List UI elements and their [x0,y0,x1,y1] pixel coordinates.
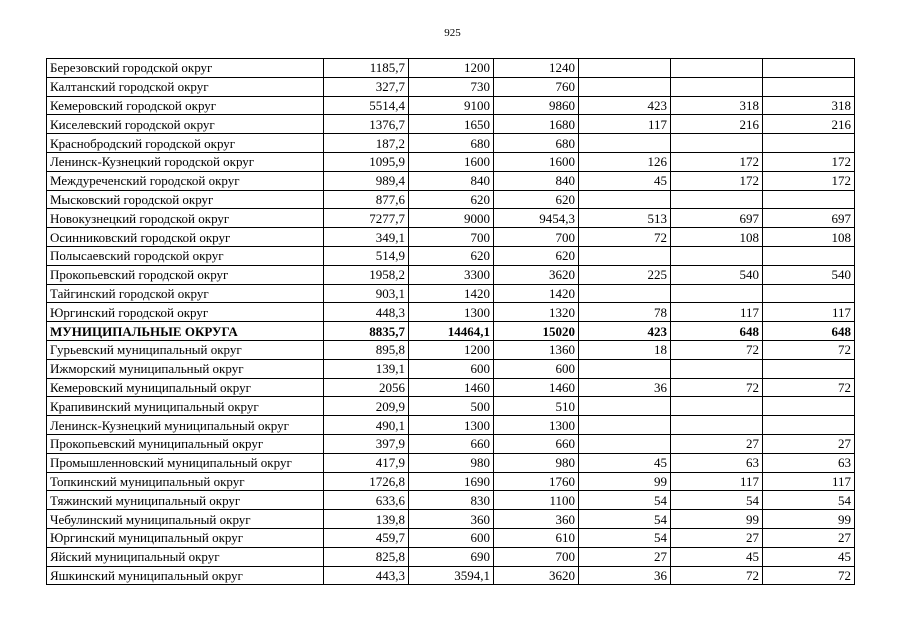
value-cell-5: 172 [671,171,763,190]
value-cell-2: 1300 [409,303,494,322]
value-cell-5: 45 [671,547,763,566]
value-cell-1: 459,7 [324,528,409,547]
territory-name-cell: Топкинский муниципальный округ [47,472,324,491]
value-cell-1: 1376,7 [324,115,409,134]
value-cell-3: 9860 [494,96,579,115]
value-cell-2: 500 [409,397,494,416]
value-cell-5: 216 [671,115,763,134]
table-row [47,472,855,491]
territory-name-cell: Тайгинский городской округ [47,284,324,303]
value-cell-4: 423 [579,322,671,341]
territory-name-cell: Ленинск-Кузнецкий городской округ [47,152,324,171]
value-cell-3: 700 [494,228,579,247]
territory-name-cell: Березовский городской округ [47,59,324,78]
value-cell-6: 172 [763,152,855,171]
table-row [47,96,855,115]
territory-name-cell: Ленинск-Кузнецкий муниципальный округ [47,416,324,435]
value-cell-5: 27 [671,434,763,453]
table-row [47,510,855,529]
value-cell-3: 360 [494,510,579,529]
value-cell-2: 700 [409,228,494,247]
value-cell-3: 620 [494,246,579,265]
value-cell-6 [763,59,855,78]
value-cell-6 [763,190,855,209]
value-cell-1: 895,8 [324,340,409,359]
value-cell-5: 72 [671,566,763,585]
value-cell-6 [763,397,855,416]
value-cell-6 [763,77,855,96]
value-cell-5: 99 [671,510,763,529]
table-row [47,453,855,472]
value-cell-1: 417,9 [324,453,409,472]
value-cell-3: 1760 [494,472,579,491]
value-cell-4: 78 [579,303,671,322]
value-cell-6: 27 [763,434,855,453]
value-cell-3: 1680 [494,115,579,134]
value-cell-2: 660 [409,434,494,453]
table-body [47,59,855,585]
value-cell-5 [671,359,763,378]
value-cell-5 [671,190,763,209]
value-cell-4 [579,416,671,435]
territory-name-cell: Ижморский муниципальный округ [47,359,324,378]
table-row [47,209,855,228]
territory-name-cell: Калтанский городской округ [47,77,324,96]
value-cell-2: 730 [409,77,494,96]
value-cell-2: 690 [409,547,494,566]
territory-name-cell: Мысковский городской округ [47,190,324,209]
value-cell-4: 54 [579,510,671,529]
table-row [47,265,855,284]
value-cell-1: 2056 [324,378,409,397]
value-cell-6: 72 [763,566,855,585]
value-cell-6: 117 [763,472,855,491]
value-cell-1: 139,1 [324,359,409,378]
value-cell-6: 172 [763,171,855,190]
value-cell-6: 108 [763,228,855,247]
territory-name-cell: Тяжинский муниципальный округ [47,491,324,510]
value-cell-2: 1420 [409,284,494,303]
value-cell-4 [579,134,671,153]
value-cell-2: 14464,1 [409,322,494,341]
value-cell-3: 980 [494,453,579,472]
value-cell-3: 600 [494,359,579,378]
value-cell-3: 1240 [494,59,579,78]
value-cell-2: 1300 [409,416,494,435]
value-cell-3: 610 [494,528,579,547]
territory-name-cell: Юргинский городской округ [47,303,324,322]
value-cell-6: 54 [763,491,855,510]
territory-name-cell: Полысаевский городской округ [47,246,324,265]
value-cell-5 [671,416,763,435]
value-cell-3: 9454,3 [494,209,579,228]
table-row [47,77,855,96]
value-cell-3: 700 [494,547,579,566]
value-cell-6: 697 [763,209,855,228]
value-cell-5 [671,397,763,416]
table-row [47,378,855,397]
value-cell-5: 72 [671,378,763,397]
value-cell-1: 633,6 [324,491,409,510]
value-cell-1: 443,3 [324,566,409,585]
value-cell-4 [579,359,671,378]
territory-name-cell: Кемеровский городской округ [47,96,324,115]
value-cell-1: 209,9 [324,397,409,416]
value-cell-3: 1320 [494,303,579,322]
value-cell-4: 36 [579,378,671,397]
value-cell-6: 318 [763,96,855,115]
table-row [47,246,855,265]
value-cell-1: 349,1 [324,228,409,247]
value-cell-4: 36 [579,566,671,585]
value-cell-3: 1460 [494,378,579,397]
table-row [47,491,855,510]
table-row [47,547,855,566]
value-cell-6: 27 [763,528,855,547]
value-cell-5 [671,246,763,265]
value-cell-3: 620 [494,190,579,209]
territory-name-cell: Краснобродский городской округ [47,134,324,153]
table-row [47,115,855,134]
value-cell-2: 980 [409,453,494,472]
table-row [47,134,855,153]
value-cell-5: 172 [671,152,763,171]
value-cell-4: 54 [579,491,671,510]
table-row [47,284,855,303]
value-cell-5: 697 [671,209,763,228]
value-cell-2: 1600 [409,152,494,171]
value-cell-5: 540 [671,265,763,284]
value-cell-1: 490,1 [324,416,409,435]
value-cell-5: 108 [671,228,763,247]
table-row [47,59,855,78]
value-cell-4: 99 [579,472,671,491]
value-cell-4 [579,59,671,78]
value-cell-2: 830 [409,491,494,510]
value-cell-3: 1360 [494,340,579,359]
value-cell-2: 360 [409,510,494,529]
value-cell-4: 513 [579,209,671,228]
value-cell-1: 903,1 [324,284,409,303]
value-cell-5: 54 [671,491,763,510]
value-cell-2: 1650 [409,115,494,134]
value-cell-3: 3620 [494,265,579,284]
value-cell-6 [763,284,855,303]
value-cell-3: 760 [494,77,579,96]
table-row [47,152,855,171]
table-row [47,171,855,190]
table-row [47,359,855,378]
value-cell-6: 117 [763,303,855,322]
value-cell-1: 448,3 [324,303,409,322]
value-cell-2: 840 [409,171,494,190]
table-row [47,566,855,585]
value-cell-3: 1300 [494,416,579,435]
table-row [47,416,855,435]
value-cell-1: 1185,7 [324,59,409,78]
value-cell-1: 7277,7 [324,209,409,228]
value-cell-1: 989,4 [324,171,409,190]
value-cell-1: 8835,7 [324,322,409,341]
value-cell-5: 318 [671,96,763,115]
value-cell-2: 620 [409,190,494,209]
value-cell-2: 9100 [409,96,494,115]
data-table [46,58,855,585]
value-cell-3: 1600 [494,152,579,171]
value-cell-1: 825,8 [324,547,409,566]
territory-name-cell: Прокопьевский муниципальный округ [47,434,324,453]
value-cell-6: 72 [763,340,855,359]
value-cell-1: 877,6 [324,190,409,209]
value-cell-1: 187,2 [324,134,409,153]
value-cell-1: 514,9 [324,246,409,265]
page-number: 925 [444,27,461,39]
territory-name-cell: Чебулинский муниципальный округ [47,510,324,529]
value-cell-2: 3594,1 [409,566,494,585]
value-cell-6: 540 [763,265,855,284]
value-cell-6: 99 [763,510,855,529]
value-cell-1: 5514,4 [324,96,409,115]
value-cell-5: 117 [671,472,763,491]
value-cell-3: 840 [494,171,579,190]
value-cell-4: 126 [579,152,671,171]
territory-name-cell: Прокопьевский городской округ [47,265,324,284]
value-cell-4: 45 [579,171,671,190]
value-cell-2: 9000 [409,209,494,228]
value-cell-5 [671,284,763,303]
value-cell-5: 63 [671,453,763,472]
value-cell-5: 27 [671,528,763,547]
value-cell-4 [579,284,671,303]
value-cell-6: 216 [763,115,855,134]
value-cell-6 [763,246,855,265]
value-cell-2: 1460 [409,378,494,397]
value-cell-4 [579,434,671,453]
territory-name-cell: Новокузнецкий городской округ [47,209,324,228]
table-row [47,434,855,453]
territory-name-cell: Гурьевский муниципальный округ [47,340,324,359]
territory-name-cell: Крапивинский муниципальный округ [47,397,324,416]
territory-name-cell: Осинниковский городской округ [47,228,324,247]
value-cell-4: 18 [579,340,671,359]
table-row [47,397,855,416]
value-cell-2: 3300 [409,265,494,284]
value-cell-4 [579,77,671,96]
value-cell-2: 1200 [409,340,494,359]
value-cell-6: 648 [763,322,855,341]
territory-name-cell: Кемеровский муниципальный округ [47,378,324,397]
table-row [47,528,855,547]
value-cell-4: 117 [579,115,671,134]
territory-name-cell: Яшкинский муниципальный округ [47,566,324,585]
value-cell-1: 1958,2 [324,265,409,284]
value-cell-4 [579,397,671,416]
value-cell-2: 600 [409,359,494,378]
table-row-section-total [47,322,855,341]
value-cell-1: 327,7 [324,77,409,96]
value-cell-3: 510 [494,397,579,416]
value-cell-1: 397,9 [324,434,409,453]
value-cell-6: 72 [763,378,855,397]
table-row [47,340,855,359]
value-cell-2: 1200 [409,59,494,78]
territory-name-cell: Междуреченский городской округ [47,171,324,190]
table-row [47,303,855,322]
value-cell-5: 648 [671,322,763,341]
value-cell-3: 1100 [494,491,579,510]
value-cell-4: 27 [579,547,671,566]
value-cell-6: 45 [763,547,855,566]
value-cell-2: 680 [409,134,494,153]
value-cell-5: 117 [671,303,763,322]
value-cell-4: 72 [579,228,671,247]
value-cell-3: 15020 [494,322,579,341]
territory-name-cell: Киселевский городской округ [47,115,324,134]
territory-name-cell: Яйский муниципальный округ [47,547,324,566]
table-row [47,190,855,209]
value-cell-4 [579,190,671,209]
value-cell-5: 72 [671,340,763,359]
value-cell-2: 1690 [409,472,494,491]
value-cell-2: 600 [409,528,494,547]
value-cell-3: 1420 [494,284,579,303]
value-cell-5 [671,59,763,78]
value-cell-3: 3620 [494,566,579,585]
value-cell-5 [671,77,763,96]
value-cell-6: 63 [763,453,855,472]
table-row [47,228,855,247]
territory-name-cell: МУНИЦИПАЛЬНЫЕ ОКРУГА [47,322,324,341]
territory-name-cell: Юргинский муниципальный округ [47,528,324,547]
value-cell-1: 139,8 [324,510,409,529]
value-cell-6 [763,416,855,435]
value-cell-6 [763,359,855,378]
value-cell-3: 660 [494,434,579,453]
value-cell-4: 54 [579,528,671,547]
value-cell-4: 423 [579,96,671,115]
value-cell-6 [763,134,855,153]
territory-name-cell: Промышленновский муниципальный округ [47,453,324,472]
value-cell-1: 1726,8 [324,472,409,491]
value-cell-2: 620 [409,246,494,265]
value-cell-4: 45 [579,453,671,472]
value-cell-1: 1095,9 [324,152,409,171]
value-cell-5 [671,134,763,153]
value-cell-4 [579,246,671,265]
value-cell-3: 680 [494,134,579,153]
value-cell-4: 225 [579,265,671,284]
